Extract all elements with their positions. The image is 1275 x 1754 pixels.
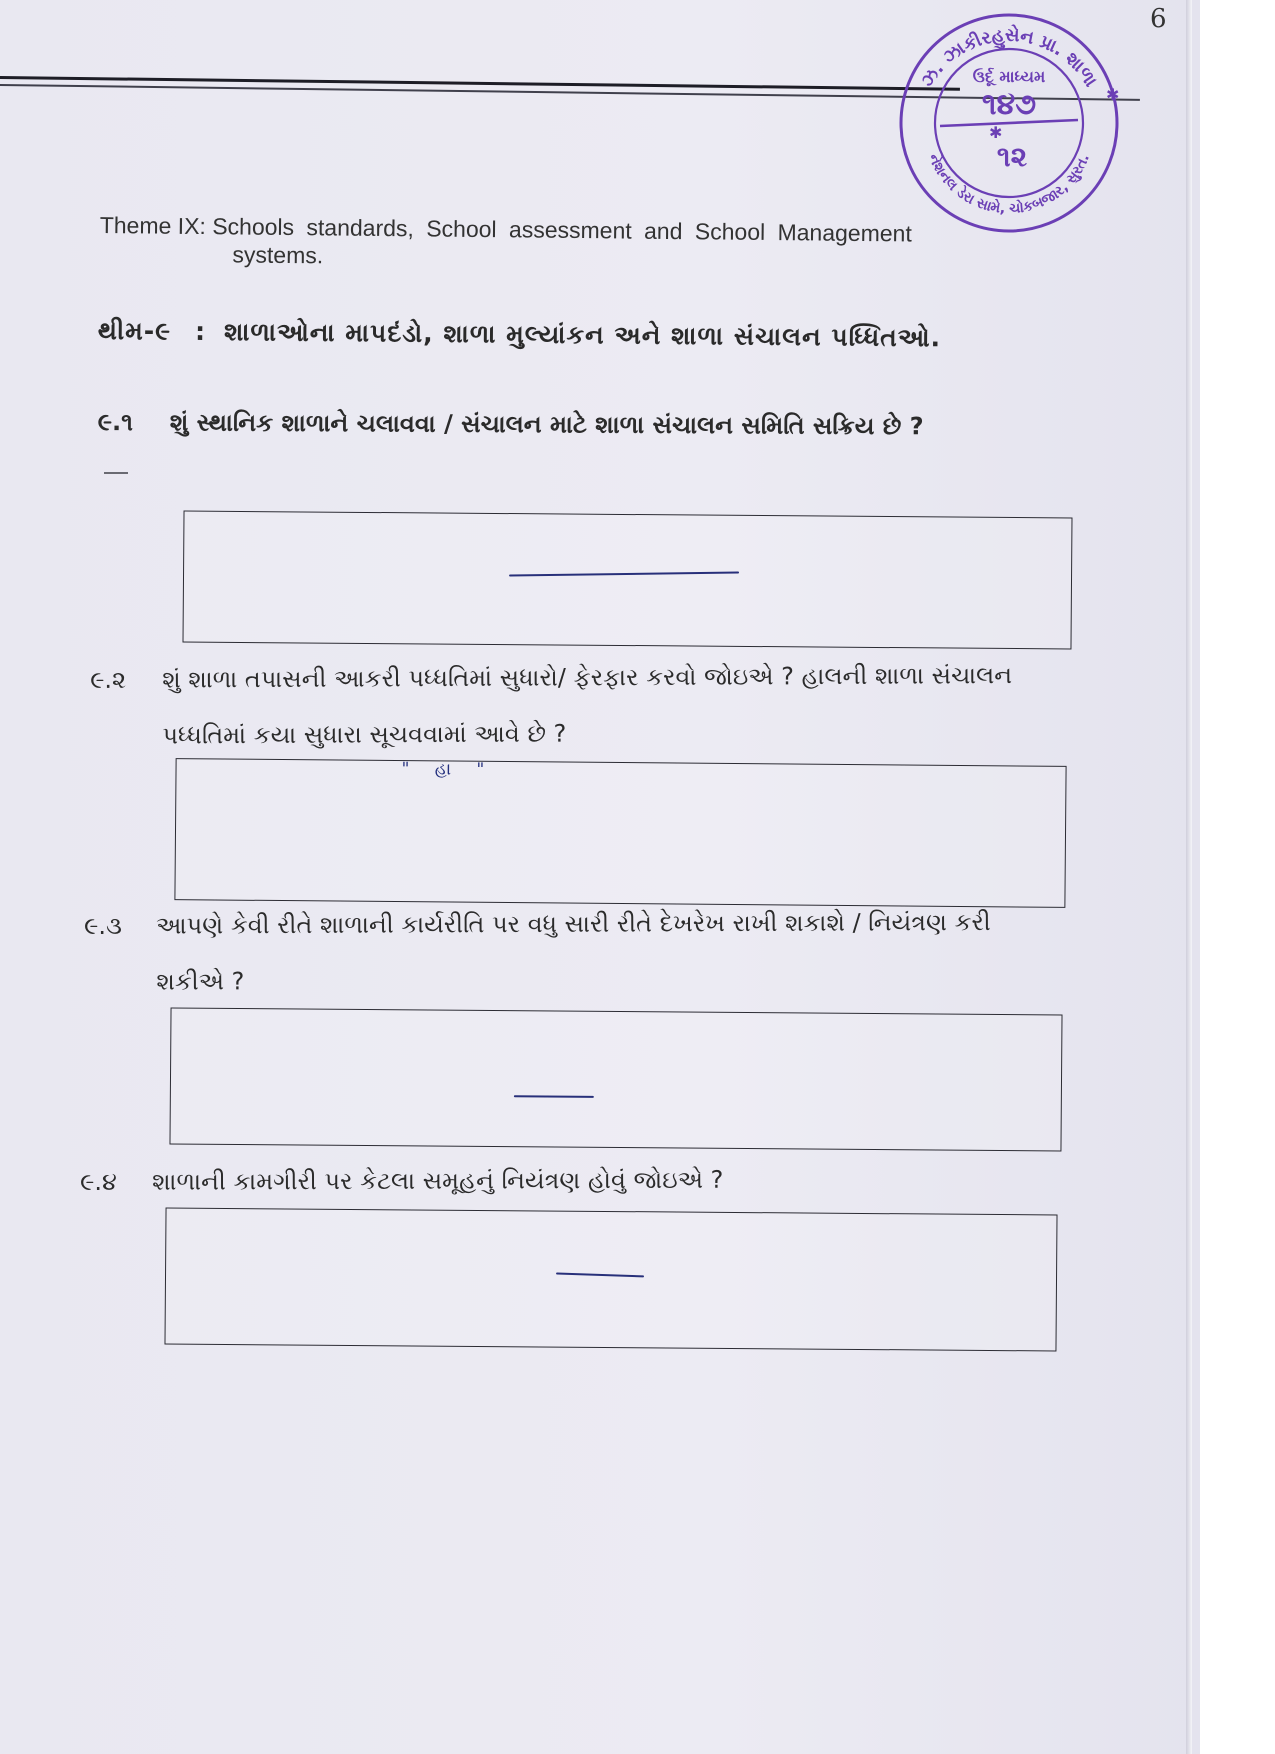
page-edge (1186, 0, 1192, 1754)
stamp-star-left: ✱ (989, 123, 1003, 142)
handwritten-answer: " હા " (401, 759, 495, 780)
stamp-star-right: ✱ (1106, 85, 1120, 104)
question-text: શાળાની કામગીરી પર કેટલા સમૂહનું નિયંત્રણ હોવું જોઇએ ? (152, 1165, 724, 1196)
stamp-number-top: ૧૪૭ (981, 87, 1037, 122)
theme-label: Theme IX: (99, 211, 207, 240)
theme-gu-label: થીમ-૯ (97, 316, 172, 346)
stamp-number-bottom: ૧૨ (996, 140, 1028, 173)
page-number: 6 (1150, 4, 1167, 34)
theme-heading-english (99, 206, 1032, 282)
school-stamp (884, 8, 1134, 238)
theme-gu-separator: : (194, 316, 207, 346)
theme-gu-title: શાળાઓના માપદંડો, શાળા મુલ્યાંકન અને શાળા સંચાલન પધ્ધિતઓ. (223, 317, 942, 353)
stamp-top-text: ઝ. ઝાકીરહુસેન પ્રા. શાળા (916, 24, 1102, 91)
question-text: શું શાળા તપાસની આકરી પધ્ધતિમાં સુધારો/ ફેરફાર કરવો જોઇએ ? હાલની શાળા સંચાલન પધ્ધતિમાં કયા સુધારા સૂચવવામાં આવે છે ? (162, 661, 1013, 750)
answer-dash (556, 1272, 644, 1277)
question-number: ૯.૧ (97, 407, 134, 437)
answer-dash (514, 1095, 594, 1098)
question-number: ૯.૩ (84, 911, 123, 940)
theme-title-continuation: systems. (232, 241, 324, 269)
answer-box-9-2[interactable] (174, 758, 1066, 908)
answer-box-9-1[interactable] (182, 511, 1072, 650)
question-text: આપણે કેવી રીતે શાળાની કાર્યરીતિ પર વધુ સારી રીતે દેખરેખ રાખી શકાશે / નિયંત્રણ કરી શકીએ ? (156, 908, 991, 996)
stamp-middle-text: ઉર્દૂ માધ્યમ (972, 67, 1046, 86)
theme-title: Schools standards, School assessment and School Management (212, 213, 912, 247)
stamp-bottom-text: નેશનલ ડેરા સામે, ચોકબજાર, સુરત. (924, 151, 1093, 218)
question-number: ૯.૪ (80, 1167, 117, 1196)
question-text: શું સ્થાનિક શાળાને ચલાવવા / સંચાલન માટે શાળા સંચાલન સમિતિ સક્રિય છે ? (169, 408, 924, 441)
pen-mark (104, 472, 128, 474)
question-number: ૯.૨ (90, 665, 127, 694)
answer-box-9-4[interactable] (164, 1207, 1057, 1351)
answer-box-9-3[interactable] (169, 1007, 1062, 1151)
answer-dash (509, 571, 739, 576)
